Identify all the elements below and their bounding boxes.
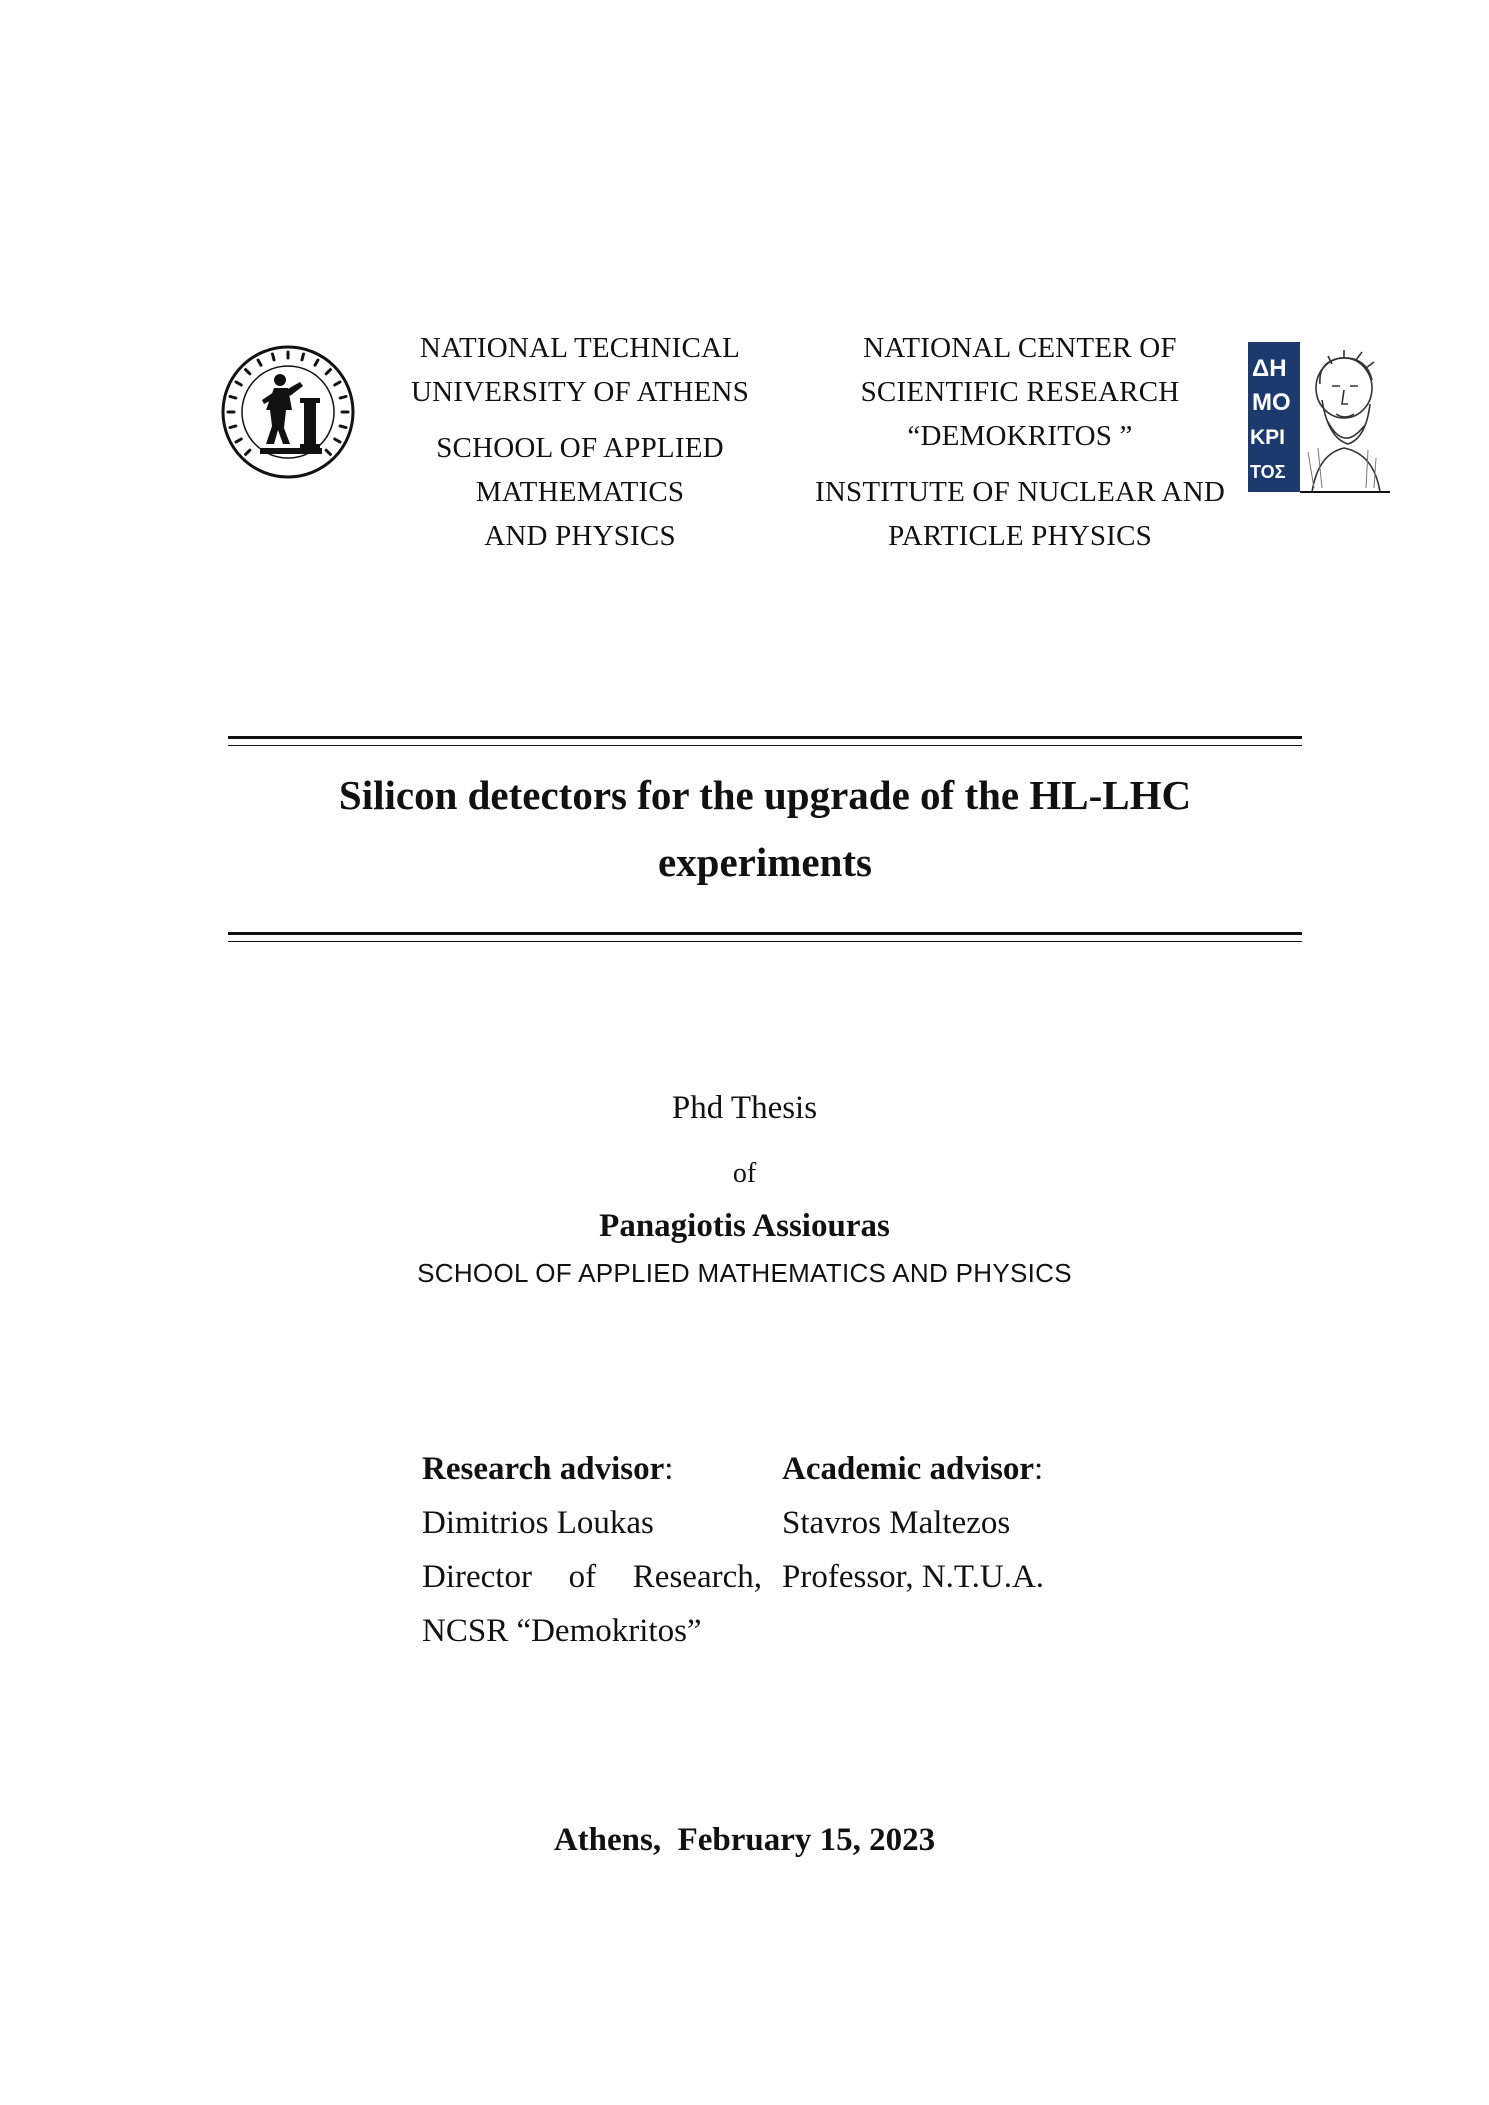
ntua-name-line-1: NATIONAL TECHNICAL — [419, 332, 741, 364]
thesis-of: of — [732, 1158, 757, 1189]
ntua-school-line-1: SCHOOL OF APPLIED — [436, 432, 724, 464]
thesis-title-line-1: Silicon detectors for the upgrade of the HL-LHC — [338, 772, 1192, 818]
demokritos-name-line-1: NATIONAL CENTER OF — [863, 332, 1177, 364]
academic-advisor-block — [782, 1442, 1122, 1604]
research-advisor-role: Director of Research, — [422, 1559, 762, 1595]
demokritos-institute-line-1: INSTITUTE OF NUCLEAR AND — [815, 476, 1225, 508]
research-advisor-name: Dimitrios Loukas — [422, 1505, 654, 1541]
ntua-name-line-2: UNIVERSITY OF ATHENS — [410, 376, 750, 408]
demokritos-logo-letters-3: ΚΡΙ — [1250, 426, 1286, 449]
ntua-seal-icon — [220, 344, 356, 480]
author-name: Panagiotis Assiouras — [599, 1208, 890, 1244]
thesis-title-line-2: experiments — [657, 839, 873, 885]
demokritos-logo-icon — [1248, 342, 1390, 494]
author-school: SCHOOL OF APPLIED MATHEMATICS AND PHYSICS — [417, 1258, 1072, 1288]
demokritos-name-line-3: “DEMOKRITOS ” — [907, 420, 1133, 452]
academic-advisor-role: Professor, N.T.U.A. — [782, 1559, 1045, 1595]
research-advisor-affiliation: NCSR “Demokritos” — [422, 1613, 702, 1649]
thesis-type: Phd Thesis — [671, 1090, 818, 1126]
place: Athens, — [553, 1822, 662, 1858]
demokritos-logo-letters-4: ΤΟΣ — [1250, 462, 1286, 482]
demokritos-logo-letters-1: ΔΗ — [1252, 355, 1287, 382]
academic-advisor-heading: Academic advisor: — [782, 1451, 1044, 1487]
demokritos-name-line-2: SCIENTIFIC RESEARCH — [860, 376, 1180, 408]
ntua-school-line-2: MATHEMATICS — [475, 476, 685, 508]
thesis-title — [228, 762, 1302, 896]
demokritos-institute-line-2: PARTICLE PHYSICS — [888, 520, 1152, 552]
ntua-school-line-3: AND PHYSICS — [484, 520, 676, 552]
ntua-institution-block — [390, 326, 770, 558]
place-and-date — [0, 1822, 1489, 1859]
date: February 15, 2023 — [677, 1822, 936, 1858]
academic-advisor-name: Stavros Maltezos — [782, 1505, 1011, 1541]
title-rule-bottom — [228, 932, 1302, 942]
title-rule-top — [228, 736, 1302, 746]
demokritos-logo-letters-2: ΜΟ — [1252, 389, 1291, 416]
research-advisor-heading: Research advisor: — [422, 1451, 674, 1487]
demokritos-institution-block — [800, 326, 1240, 558]
research-advisor-block — [422, 1442, 762, 1658]
